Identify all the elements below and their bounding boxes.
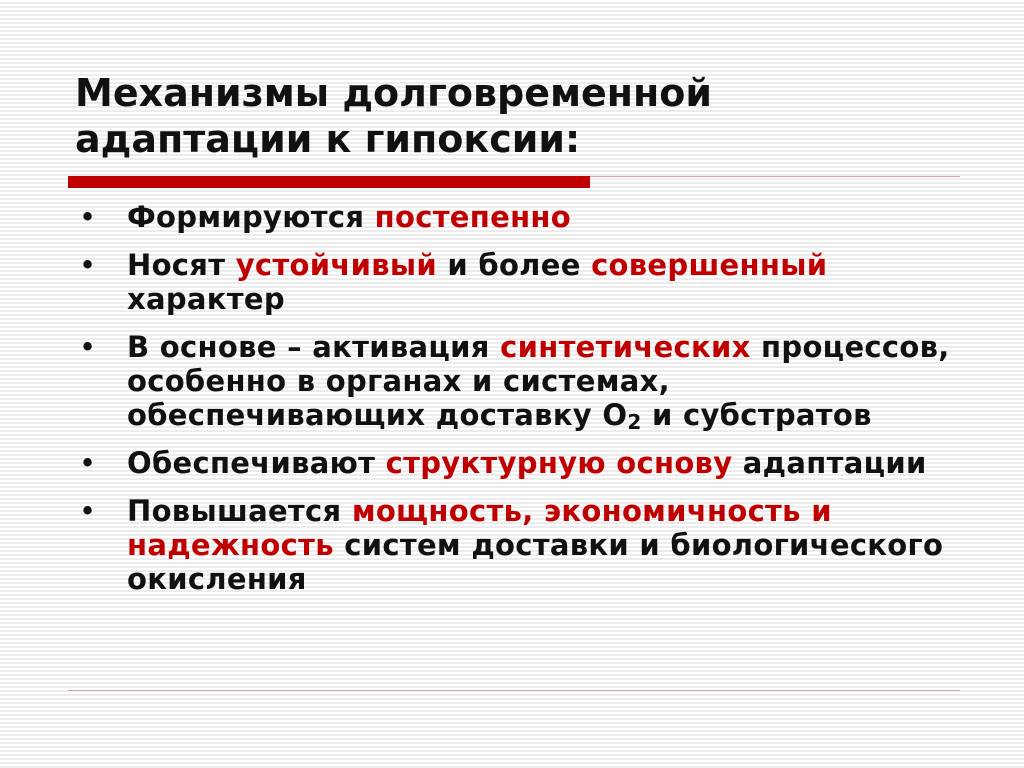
bullet-text: характер [127, 282, 285, 316]
bullet-item-gradual [75, 200, 955, 234]
slide-title [75, 70, 955, 162]
bullet-item-structural [75, 446, 955, 480]
bullet-text: процессов, особенно в органах и системах, обеспечивающих доставку О [127, 330, 950, 432]
bullet-highlight: устойчивый [235, 248, 437, 282]
bullet-dot-icon: • [79, 446, 97, 480]
title-divider-accent [68, 176, 590, 188]
bullet-text: и субстратов [641, 398, 872, 432]
bullet-list [75, 200, 955, 610]
title-line-1: Механизмы долговременной [75, 71, 713, 115]
bullet-dot-icon: • [79, 248, 97, 282]
bullet-dot-icon: • [79, 330, 97, 364]
bullet-highlight: структурную основу [385, 446, 733, 480]
bullet-highlight: постепенно [374, 200, 571, 234]
bullet-text: Формируются [127, 200, 375, 234]
title-line-2: адаптации к гипоксии: [75, 117, 581, 161]
bullet-dot-icon: • [79, 200, 97, 234]
bullet-text: Повышается [127, 494, 352, 528]
bullet-text: Носят [127, 248, 236, 282]
bullet-item-stable [75, 248, 955, 316]
footer-divider [68, 690, 960, 691]
bullet-text: Обеспечивают [127, 446, 386, 480]
bullet-text: систем доставки и биологического окисления [127, 528, 944, 596]
bullet-item-synthesis [75, 330, 955, 432]
bullet-highlight: совершенный [591, 248, 828, 282]
bullet-highlight: синтетических [500, 330, 751, 364]
bullet-text: В основе – активация [127, 330, 501, 364]
bullet-dot-icon: • [79, 494, 97, 528]
bullet-text: адаптации [732, 446, 927, 480]
bullet-text: и более [437, 248, 592, 282]
bullet-item-power [75, 494, 955, 596]
bullet-highlight: мощность, экономичность и надежность [127, 494, 832, 562]
subscript-2: 2 [627, 410, 642, 434]
